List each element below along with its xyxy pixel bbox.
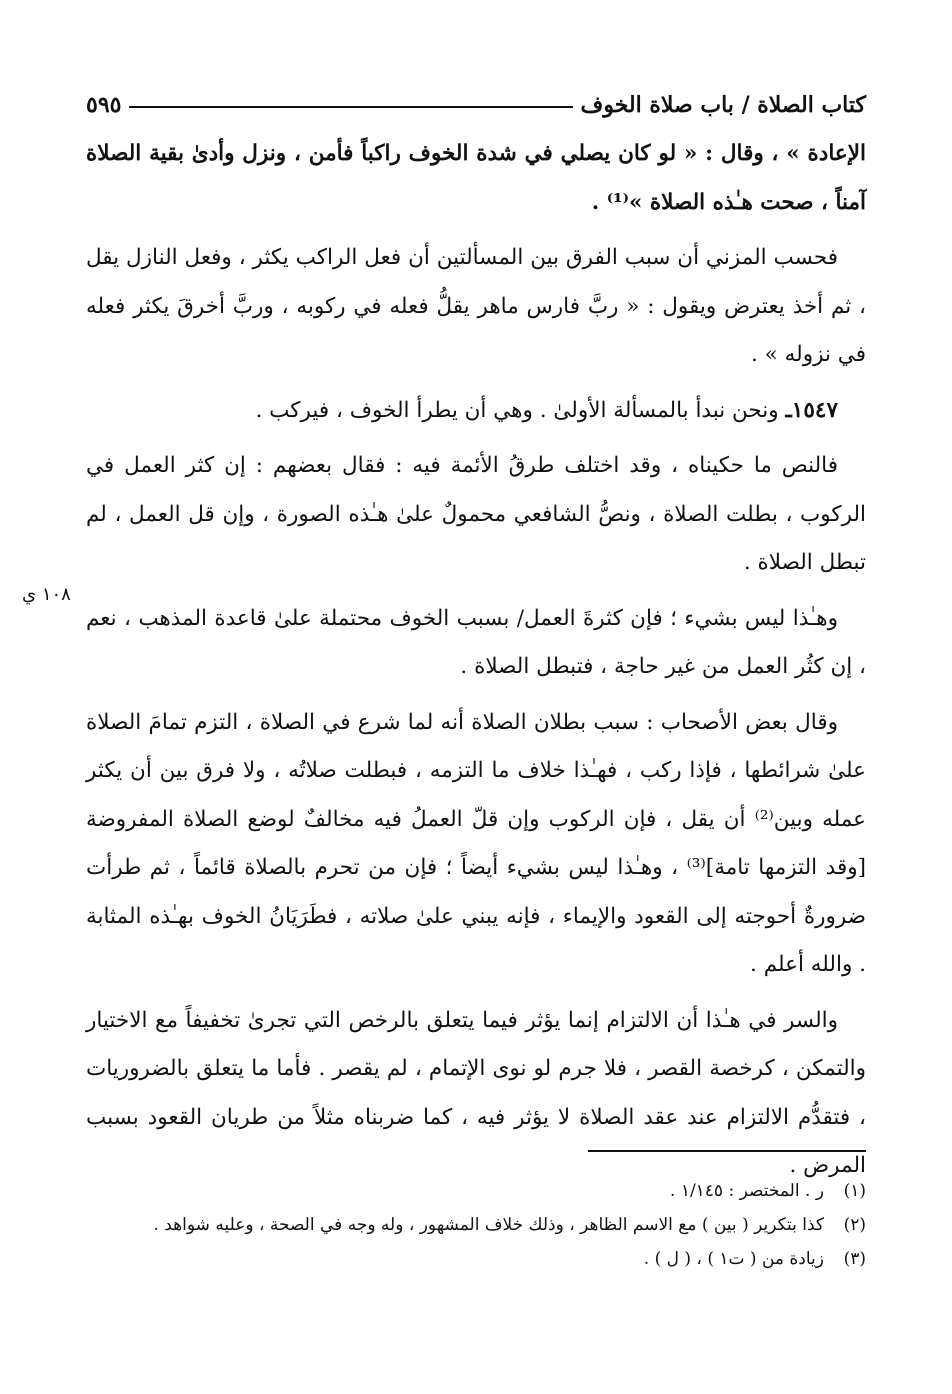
header-rule <box>129 106 572 108</box>
footnote-number: (١) <box>843 1181 866 1201</box>
paragraph-3-text: ونحن نبدأ بالمسألة الأولىٰ . وهي أن يطرأ الخوف ، فيركب . <box>255 397 779 423</box>
footnote-text: ر . المختصر : ١/١٤٥ . <box>670 1181 824 1201</box>
paragraph-3 <box>86 387 866 436</box>
header-title: كتاب الصلاة / باب صلاة الخوف <box>580 92 866 118</box>
paragraph-4: فالنص ما حكيناه ، وقد اختلف طرقُ الأئمة فيه : فقال بعضهم : إن كثر العمل في الركوب ، بطلت الصلاة ، ونصُّ الشافعي محمولٌ علىٰ هـٰذه الصورة ، وإن قل العمل ، لم تبطل الصلاة . <box>86 453 866 575</box>
paragraph-7: والسر في هـٰذا أن الالتزام إنما يؤثر فيما يتعلق بالرخص التي تجرىٰ تخفيفاً مع الاختيار والتمكن ، كرخصة القصر ، فلا جرم لو نوى الإتمام ، لم يقصر . فأما ما يتعلق بالضروريات ، فتقدُّم الالتزام عند عقد الصلاة لا يؤثر فيه ، كما ضربناه مثلاً من طريان القعود بسبب المرض . <box>86 1007 866 1178</box>
paragraph-1: الإعادة » ، وقال : « لو كان يصلي في شدة الخوف راكباً فأمن ، ونزل وأدىٰ بقية الصلاة آمناً ، صحت هـٰذه الصلاة »⁽¹⁾ . <box>86 141 866 215</box>
footnote-text: زيادة من ( ت١ ) ، ( ل ) . <box>643 1249 824 1269</box>
page-number: ٥٩٥ <box>86 92 122 118</box>
footnote-number: (٢) <box>843 1215 866 1235</box>
footnote-separator <box>588 1150 866 1152</box>
footnotes <box>86 1176 866 1278</box>
paragraph-5: وهـٰذا ليس بشيء ؛ فإن كثرةَ العمل/ بسبب الخوف محتملة علىٰ قاعدة المذهب ، نعم ، إن كثُر العمل من غير حاجة ، فتبطل الصلاة . <box>86 605 866 679</box>
manuscript-folio-note: ١٠٨ ي <box>22 584 71 605</box>
paragraph-2: فحسب المزني أن سبب الفرق بين المسألتين أن فعل الراكب يكثر ، وفعل النازل يقل ، ثم أخذ يعترض ويقول : « ربَّ فارس ماهر يقلُّ فعله في ركوبه ، وربَّ أخرقَ يكثر فعله في نزوله » . <box>86 245 866 367</box>
footnote-text: كذا بتكرير ( بين ) مع الاسم الظاهر ، وذلك خلاف المشهور ، وله وجه في الصحة ، وعليه شواهد . <box>153 1215 824 1235</box>
footnote <box>86 1244 866 1274</box>
running-header <box>86 84 866 118</box>
main-text <box>86 130 866 1198</box>
paragraph-6: وقال بعض الأصحاب : سبب بطلان الصلاة أنه لما شرع في الصلاة ، التزم تمامَ الصلاة علىٰ شرائطها ، فإذا ركب ، فهـٰذا خلاف ما التزمه ، فبطلت صلاتُه ، ولا فرق بين أن يكثر عمله وبين⁽²⁾ أن يقل ، فإن الركوب وإن قلّ العملُ فيه مخالفٌ لوضع الصلاة المفروضة [وقد التزمها تامة]⁽³⁾ ، وهـٰذا ليس بشيء أيضاً ؛ فإن من تحرم بالصلاة قائماً ، ثم طرأت ضرورةٌ أحوجته إلى القعود والإيماء ، فإنه يبني علىٰ صلاته ، فطَرَيَانُ الخوف بهـٰذه المثابة . والله أعلم . <box>86 709 866 977</box>
issue-number: ١٥٤٧ـ <box>785 397 838 423</box>
footnote <box>86 1210 866 1240</box>
footnote-number: (٣) <box>843 1249 866 1269</box>
footnote <box>86 1176 866 1206</box>
